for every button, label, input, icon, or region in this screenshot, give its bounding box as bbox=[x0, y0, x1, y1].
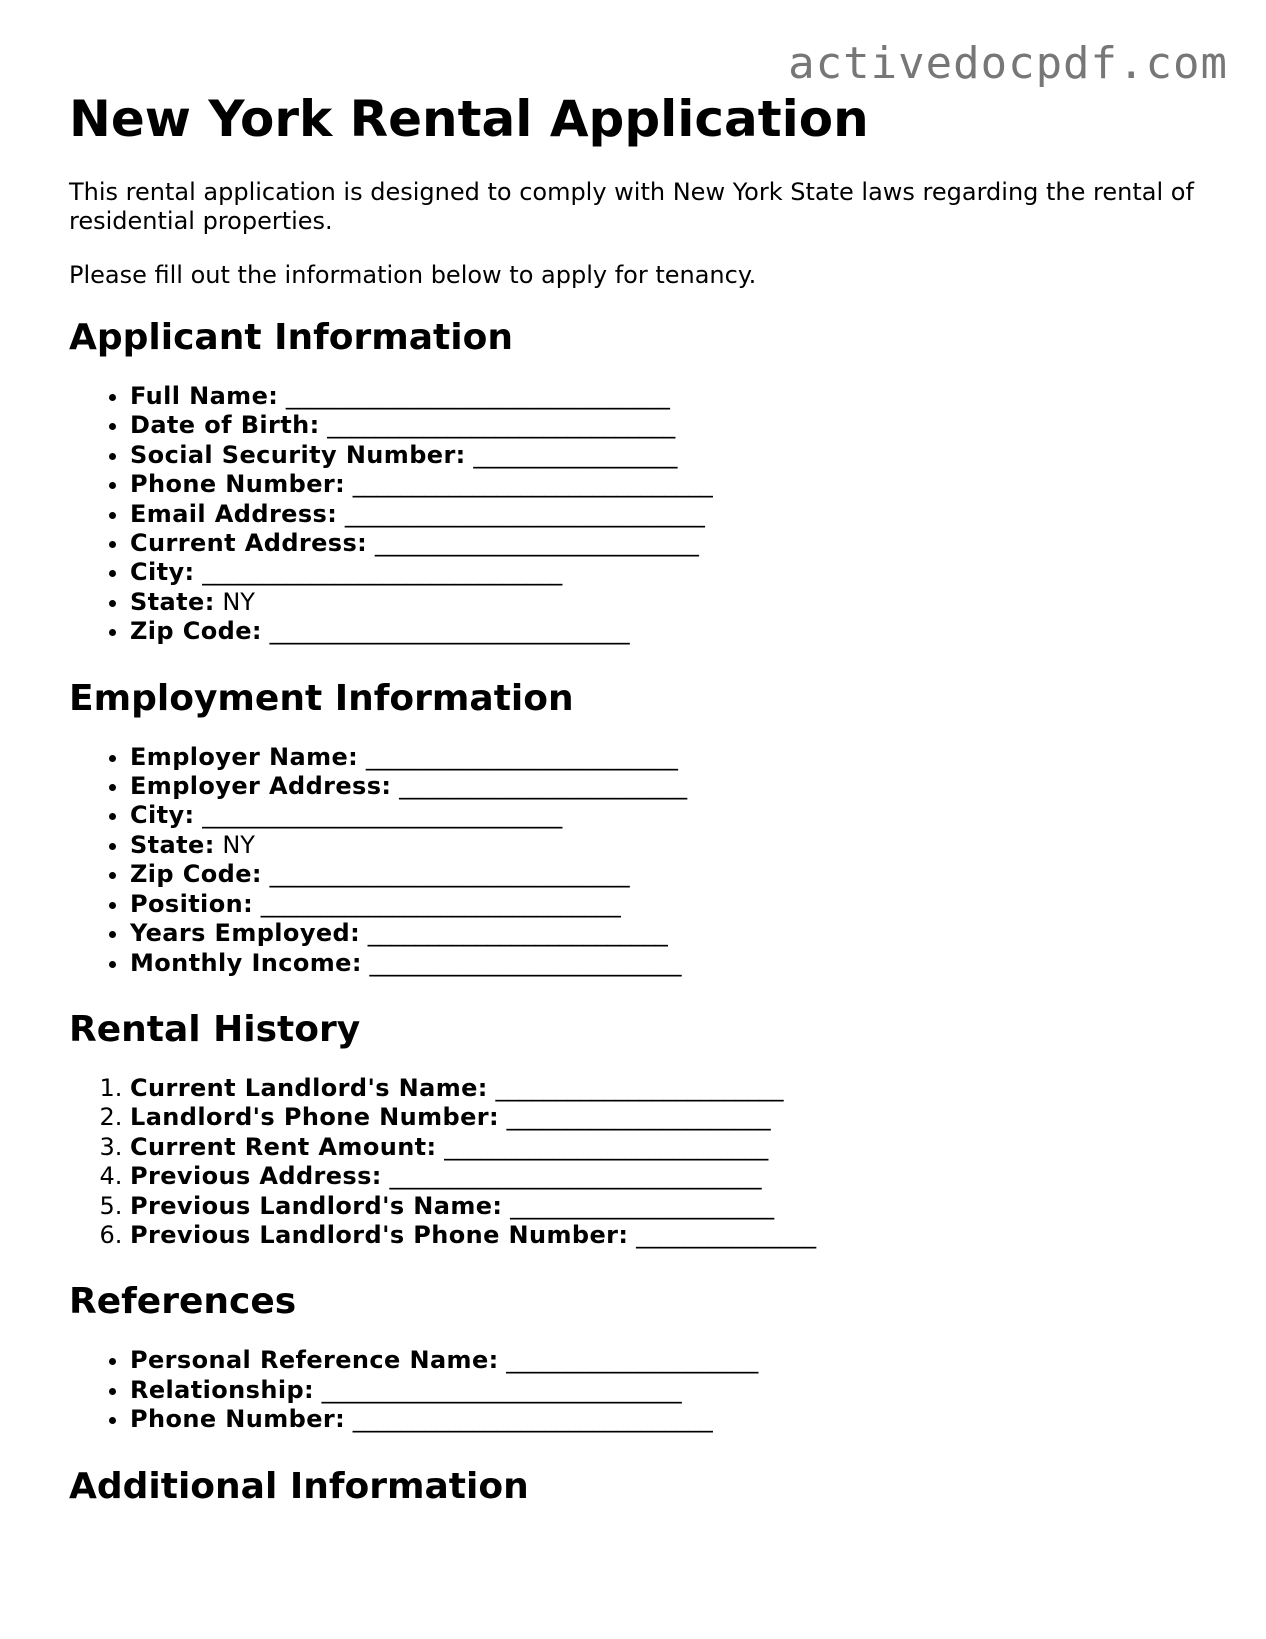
previous-landlord-phone-field[interactable] bbox=[130, 1221, 1199, 1250]
field-value[interactable]: ________________________ bbox=[495, 1073, 784, 1102]
field-value[interactable]: ______________________________ bbox=[202, 558, 563, 587]
full-name-field[interactable] bbox=[130, 382, 1199, 411]
field-label: Date of Birth: bbox=[130, 411, 320, 440]
field-value: NY bbox=[222, 587, 255, 616]
field-value[interactable]: ________________________ bbox=[399, 772, 688, 801]
previous-landlord-name-field[interactable] bbox=[130, 1192, 1199, 1221]
field-value[interactable]: ______________________ bbox=[506, 1103, 771, 1132]
phone-number-field[interactable] bbox=[130, 470, 1199, 499]
references-field-list bbox=[69, 1346, 1199, 1434]
document-page bbox=[69, 86, 1199, 1509]
field-label: Email Address: bbox=[130, 499, 338, 528]
page-title: New York Rental Application bbox=[69, 90, 869, 148]
field-value[interactable]: _________________________ bbox=[367, 919, 668, 948]
applicant-field-list bbox=[69, 382, 1199, 647]
field-label: Landlord's Phone Number: bbox=[130, 1103, 500, 1132]
field-label: Previous Landlord's Phone Number: bbox=[130, 1220, 629, 1249]
field-label: State: bbox=[130, 587, 215, 616]
field-value[interactable]: ___________________________ bbox=[374, 529, 699, 558]
field-label: Position: bbox=[130, 889, 254, 918]
relationship-field[interactable] bbox=[130, 1376, 1199, 1405]
zip-code-field[interactable] bbox=[130, 617, 1199, 646]
employment-section-heading: Employment Information bbox=[69, 677, 574, 719]
email-address-field[interactable] bbox=[130, 500, 1199, 529]
field-label: Previous Landlord's Name: bbox=[130, 1191, 503, 1220]
instructions-paragraph: Please fill out the information below to apply for tenancy. bbox=[69, 261, 757, 289]
watermark: activedocpdf.com bbox=[788, 38, 1228, 89]
current-landlord-name-field[interactable] bbox=[130, 1074, 1199, 1103]
field-label: Zip Code: bbox=[130, 860, 262, 889]
monthly-income-field[interactable] bbox=[130, 949, 1199, 978]
field-label: City: bbox=[130, 801, 195, 830]
field-label: Social Security Number: bbox=[130, 440, 466, 469]
field-value[interactable]: _____________________ bbox=[506, 1346, 759, 1375]
field-label: Current Landlord's Name: bbox=[130, 1073, 488, 1102]
landlord-phone-number-field[interactable] bbox=[130, 1103, 1199, 1132]
field-label: City: bbox=[130, 558, 195, 587]
field-label: Zip Code: bbox=[130, 617, 262, 646]
field-label: Full Name: bbox=[130, 382, 279, 410]
field-value: NY bbox=[222, 830, 255, 859]
applicant-section-heading: Applicant Information bbox=[69, 317, 513, 358]
field-value[interactable]: __________________________ bbox=[369, 948, 682, 977]
field-label: Personal Reference Name: bbox=[130, 1346, 499, 1375]
field-value[interactable]: __________________________ bbox=[365, 742, 678, 771]
reference-phone-number-field[interactable] bbox=[130, 1405, 1199, 1434]
field-label: Phone Number: bbox=[130, 1405, 346, 1434]
field-label: Employer Address: bbox=[130, 772, 392, 801]
current-address-field[interactable] bbox=[130, 529, 1199, 558]
rental-history-section-heading: Rental History bbox=[69, 1008, 361, 1050]
field-value[interactable]: ______________________________ bbox=[269, 860, 630, 889]
field-value[interactable]: ______________________________ bbox=[352, 470, 713, 499]
field-label: Current Rent Amount: bbox=[130, 1132, 437, 1161]
additional-section-heading: Additional Information bbox=[69, 1465, 529, 1507]
employment-field-list bbox=[69, 743, 1199, 978]
field-value[interactable]: _____________________________ bbox=[327, 411, 676, 440]
field-label: Years Employed: bbox=[130, 919, 361, 948]
employer-address-field[interactable] bbox=[130, 772, 1199, 801]
position-field[interactable] bbox=[130, 890, 1199, 919]
field-value[interactable]: ______________________________ bbox=[260, 889, 621, 918]
field-value[interactable]: _______________ bbox=[636, 1220, 817, 1249]
field-value[interactable]: ______________________________ bbox=[321, 1375, 682, 1404]
years-employed-field[interactable] bbox=[130, 919, 1199, 948]
field-label: Current Address: bbox=[130, 529, 368, 558]
personal-reference-name-field[interactable] bbox=[130, 1346, 1199, 1375]
field-label: Previous Address: bbox=[130, 1162, 382, 1191]
previous-address-field[interactable] bbox=[130, 1162, 1199, 1191]
field-value[interactable]: _________________ bbox=[473, 440, 678, 469]
field-value[interactable]: ___________________________ bbox=[444, 1132, 769, 1161]
field-value[interactable]: ______________________ bbox=[510, 1191, 775, 1220]
field-label: State: bbox=[130, 830, 215, 859]
intro-paragraph: This rental application is designed to comply with New York State laws regarding the rental of residential properties. bbox=[69, 178, 1194, 235]
field-label: Phone Number: bbox=[130, 470, 346, 499]
field-value[interactable]: ______________________________ bbox=[269, 617, 630, 646]
current-rent-amount-field[interactable] bbox=[130, 1133, 1199, 1162]
employer-name-field[interactable] bbox=[130, 743, 1199, 772]
state-field bbox=[130, 588, 1199, 617]
city-field[interactable] bbox=[130, 558, 1199, 587]
field-value[interactable]: ______________________________ bbox=[344, 499, 705, 528]
field-value[interactable]: _______________________________ bbox=[389, 1162, 762, 1191]
references-section-heading: References bbox=[69, 1281, 297, 1323]
field-value[interactable]: ________________________________ bbox=[285, 382, 670, 410]
date-of-birth-field[interactable] bbox=[130, 411, 1199, 440]
ssn-field[interactable] bbox=[130, 441, 1199, 470]
field-label: Employer Name: bbox=[130, 742, 359, 771]
field-label: Relationship: bbox=[130, 1375, 315, 1404]
field-label: Monthly Income: bbox=[130, 948, 362, 977]
employer-city-field[interactable] bbox=[130, 801, 1199, 830]
rental-history-field-list bbox=[69, 1074, 1199, 1250]
field-value[interactable]: ______________________________ bbox=[352, 1405, 713, 1434]
employer-state-field bbox=[130, 831, 1199, 860]
field-value[interactable]: ______________________________ bbox=[202, 801, 563, 830]
employer-zip-code-field[interactable] bbox=[130, 860, 1199, 889]
